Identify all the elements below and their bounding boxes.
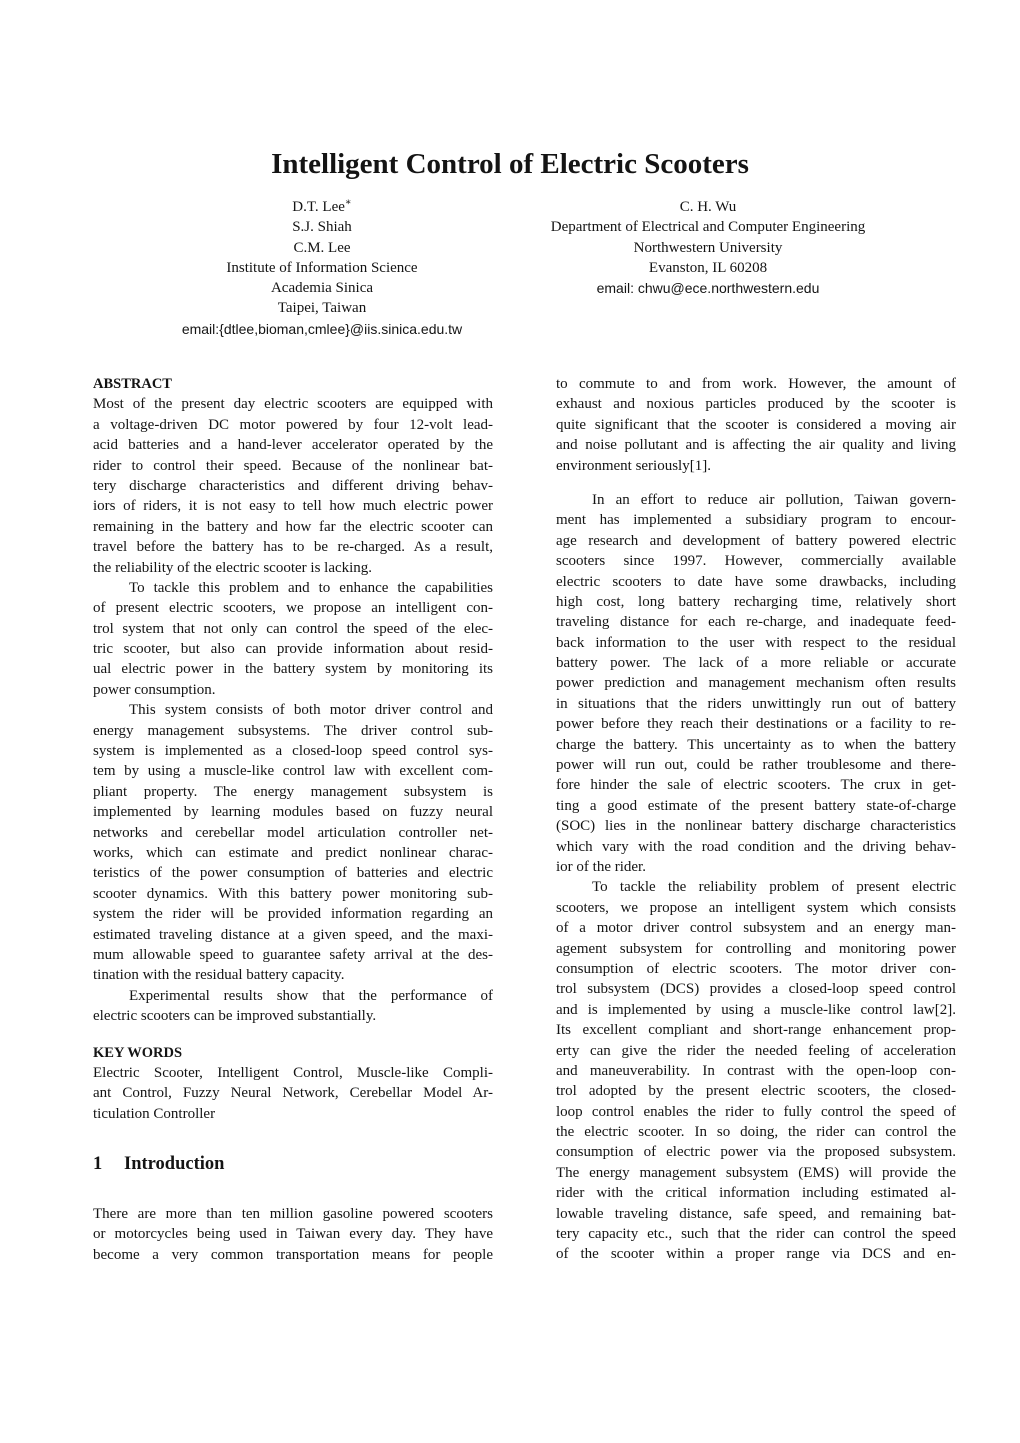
text-line: fore hinder the sale of electric scooters. The crux in get-	[556, 777, 956, 794]
body-paragraph	[556, 877, 956, 1264]
author-name: C. H. Wu	[679, 199, 737, 215]
section-number: 1	[93, 1154, 103, 1175]
text-line: power prediction and management mechanism often results	[556, 675, 956, 692]
text-line: iors of riders, it is not easy to tell how much electric power	[93, 498, 493, 515]
body-paragraph	[556, 490, 956, 877]
footnote-mark: ∗	[344, 197, 352, 208]
abstract-paragraph	[93, 700, 493, 985]
author-email: email: chwu@ece.northwestern.edu	[596, 280, 820, 297]
intro-paragraph	[93, 1204, 493, 1265]
author-university: Northwestern University	[633, 239, 783, 256]
text-line: To tackle the reliability problem of present electric	[592, 879, 956, 896]
text-line: age research and development of battery powered electric	[556, 532, 956, 549]
text-line: works, which can estimate and predict nonlinear charac-	[93, 845, 493, 861]
text-line: networks and cerebellar model articulation controller net-	[93, 824, 493, 841]
author-location: Taipei, Taiwan	[277, 300, 367, 317]
text-line: the reliability of the electric scooter is lacking.	[93, 559, 373, 576]
text-line: and noise pollutant and is affecting the air quality and living	[556, 437, 956, 454]
text-line: mum allowable speed to guarantee safety arrival at the des-	[93, 946, 493, 963]
text-line: There are more than ten million gasoline powered scooters	[93, 1206, 493, 1223]
text-line: teristics of the power consumption of batteries and electric	[93, 865, 493, 882]
text-line: travel before the battery has to be re-charged. As a result,	[93, 539, 493, 556]
text-line: and maneuverability. In contrast with the open-loop con-	[556, 1062, 956, 1079]
text-line: energy management subsystems. The driver control sub-	[93, 722, 493, 739]
text-line: erty can give the rider the needed feeling of acceleration	[556, 1042, 956, 1059]
text-line: tem by using a muscle-like control law with excellent com-	[93, 763, 493, 780]
author-institute: Institute of Information Science	[226, 259, 418, 276]
text-line: of a motor driver control subsystem and an energy man-	[556, 920, 956, 937]
text-line: ting a good estimate of the present battery state-of-charge	[556, 797, 956, 814]
abstract-paragraph	[93, 986, 493, 1027]
text-line: ticulation Controller	[93, 1105, 216, 1122]
text-line: battery power. The lack of a more reliable or accurate	[556, 655, 956, 672]
author-name: C.M. Lee	[293, 239, 351, 256]
text-line: lowable traveling distance, safe speed, and remaining bat-	[556, 1205, 956, 1222]
text-line: consumption of electric power via the proposed subsystem.	[556, 1144, 956, 1161]
text-line: Its excellent compliant and short-range enhancement prop-	[556, 1022, 956, 1039]
text-line: power consumption.	[93, 681, 216, 698]
text-line: To tackle this problem and to enhance the capabilities	[129, 579, 493, 596]
text-line: rider with the critical information including estimated al-	[556, 1185, 956, 1202]
text-line: (SOC) lies in the nonlinear battery discharge characteristics	[556, 818, 956, 835]
text-line: electric scooters can be improved substantially.	[93, 1008, 377, 1025]
text-line: Electric Scooter, Intelligent Control, Muscle-like Compli-	[93, 1064, 493, 1081]
keywords-heading: KEY WORDS	[93, 1044, 183, 1061]
text-line: tric scooter, but also can provide information about resid-	[93, 641, 493, 658]
body-paragraph	[556, 374, 956, 476]
text-line: trol system that not only can control the speed of the elec-	[93, 620, 493, 637]
text-line: Experimental results show that the performance of	[129, 987, 493, 1004]
text-line: scooters since 1997. However, commercially available	[556, 553, 956, 570]
author-location: Evanston, IL 60208	[648, 259, 768, 276]
text-line: acid batteries and a hand-lever accelerator operated by the	[93, 437, 493, 454]
text-line: environment seriously[1].	[556, 457, 711, 474]
text-line: become a very common transportation means for people	[93, 1246, 493, 1263]
author-name: S.J. Shiah	[292, 219, 352, 236]
text-line: electric scooters to date have some drawbacks, including	[556, 573, 956, 590]
text-line: power will run out, could be rather troublesome and there-	[556, 757, 956, 774]
text-line: estimated traveling distance at a given speed, and the maxi-	[93, 926, 493, 943]
text-line: charge the battery. This uncertainty as to when the battery	[556, 736, 956, 753]
text-line: scooters, we propose an intelligent system which consists	[556, 899, 956, 916]
text-line: loop control enables the rider to fully control the speed of	[556, 1103, 956, 1120]
author-email: email:{dtlee,bioman,cmlee}@iis.sinica.edu.tw	[181, 320, 463, 337]
text-line: scooter dynamics. With this battery power monitoring sub-	[93, 885, 493, 902]
abstract-paragraph	[93, 578, 493, 700]
text-line: high cost, long battery recharging time, relatively short	[556, 593, 956, 610]
right-column	[556, 374, 956, 1265]
section-title: Introduction	[124, 1154, 225, 1175]
text-line: tery capacity etc., such that the rider can control the speed	[556, 1226, 956, 1243]
abstract-paragraph	[93, 394, 493, 578]
keywords-text	[93, 1063, 493, 1124]
text-line: ant Control, Fuzzy Neural Network, Cerebellar Model Ar-	[93, 1085, 493, 1102]
text-line: which vary with the road condition and the driving behav-	[556, 838, 956, 855]
author-name: D.T. Lee∗	[292, 197, 352, 215]
text-line: trol adopted by the present electric scooters, the closed-	[556, 1083, 956, 1100]
section-heading-introduction	[93, 1152, 493, 1176]
text-line: Most of the present day electric scooters are equipped with	[93, 396, 493, 413]
text-line: power before they reach their destinations or a facility to re-	[556, 716, 956, 733]
text-line: tery discharge characteristics and different driving behav-	[93, 477, 493, 494]
text-line: back information to the user with respect to the residual	[556, 634, 956, 651]
text-line: of present electric scooters, we propose an intelligent con-	[93, 600, 493, 617]
text-line: This system consists of both motor driver control and	[129, 702, 493, 719]
text-line: In an effort to reduce air pollution, Taiwan govern-	[592, 491, 956, 508]
text-line: tination with the residual battery capacity.	[93, 967, 345, 984]
text-line: exhaust and noxious particles produced by the scooter is	[556, 396, 956, 413]
text-line: quite significant that the scooter is considered a moving air	[556, 416, 956, 433]
text-line: pliant property. The energy management subsystem is	[93, 783, 493, 800]
author-organization: Academia Sinica	[270, 280, 374, 297]
text-line: system the rider will be provided information regarding an	[93, 906, 493, 923]
left-column	[93, 374, 493, 1265]
text-line: remaining in the battery and how far the electric scooter can	[93, 518, 493, 535]
text-line: consumption of electric scooters. The motor driver con-	[556, 960, 956, 977]
text-line: ior of the rider.	[556, 858, 646, 875]
text-line: to commute to and from work. However, the amount of	[556, 376, 956, 392]
text-line: a voltage-driven DC motor powered by four 12-volt lead-	[93, 416, 493, 433]
text-line: agement subsystem for controlling and monitoring power	[556, 940, 956, 957]
text-line: in situations that the riders unwittingly run out of battery	[556, 695, 956, 712]
author-block-left	[122, 197, 522, 339]
text-line: implemented by learning modules based on fuzzy neural	[93, 804, 493, 821]
abstract-heading: ABSTRACT	[93, 376, 172, 392]
text-line: ment has implemented a subsidiary program to encour-	[556, 512, 956, 529]
text-line: The energy management subsystem (EMS) will provide the	[556, 1164, 956, 1181]
text-line: of the scooter within a proper range via DCS and en-	[556, 1246, 956, 1263]
text-line: or motorcycles being used in Taiwan every day. They have	[93, 1226, 493, 1243]
text-line: and is implemented by using a muscle-like control law[2].	[556, 1001, 956, 1018]
author-block-right	[508, 197, 908, 298]
text-line: rider to control their speed. Because of the nonlinear bat-	[93, 457, 493, 474]
text-line: the electric scooter. In so doing, the rider can control the	[556, 1124, 956, 1141]
text-line: ual electric power in the battery system by monitoring its	[93, 661, 493, 678]
paper-title: Intelligent Control of Electric Scooters	[271, 148, 749, 180]
text-line: traveling distance for each re-charge, and inadequate feed-	[556, 614, 956, 631]
author-department: Department of Electrical and Computer Engineering	[550, 219, 866, 236]
text-line: system is implemented as a closed-loop speed control sys-	[93, 743, 493, 760]
text-line: trol subsystem (DCS) provides a closed-loop speed control	[556, 981, 956, 998]
